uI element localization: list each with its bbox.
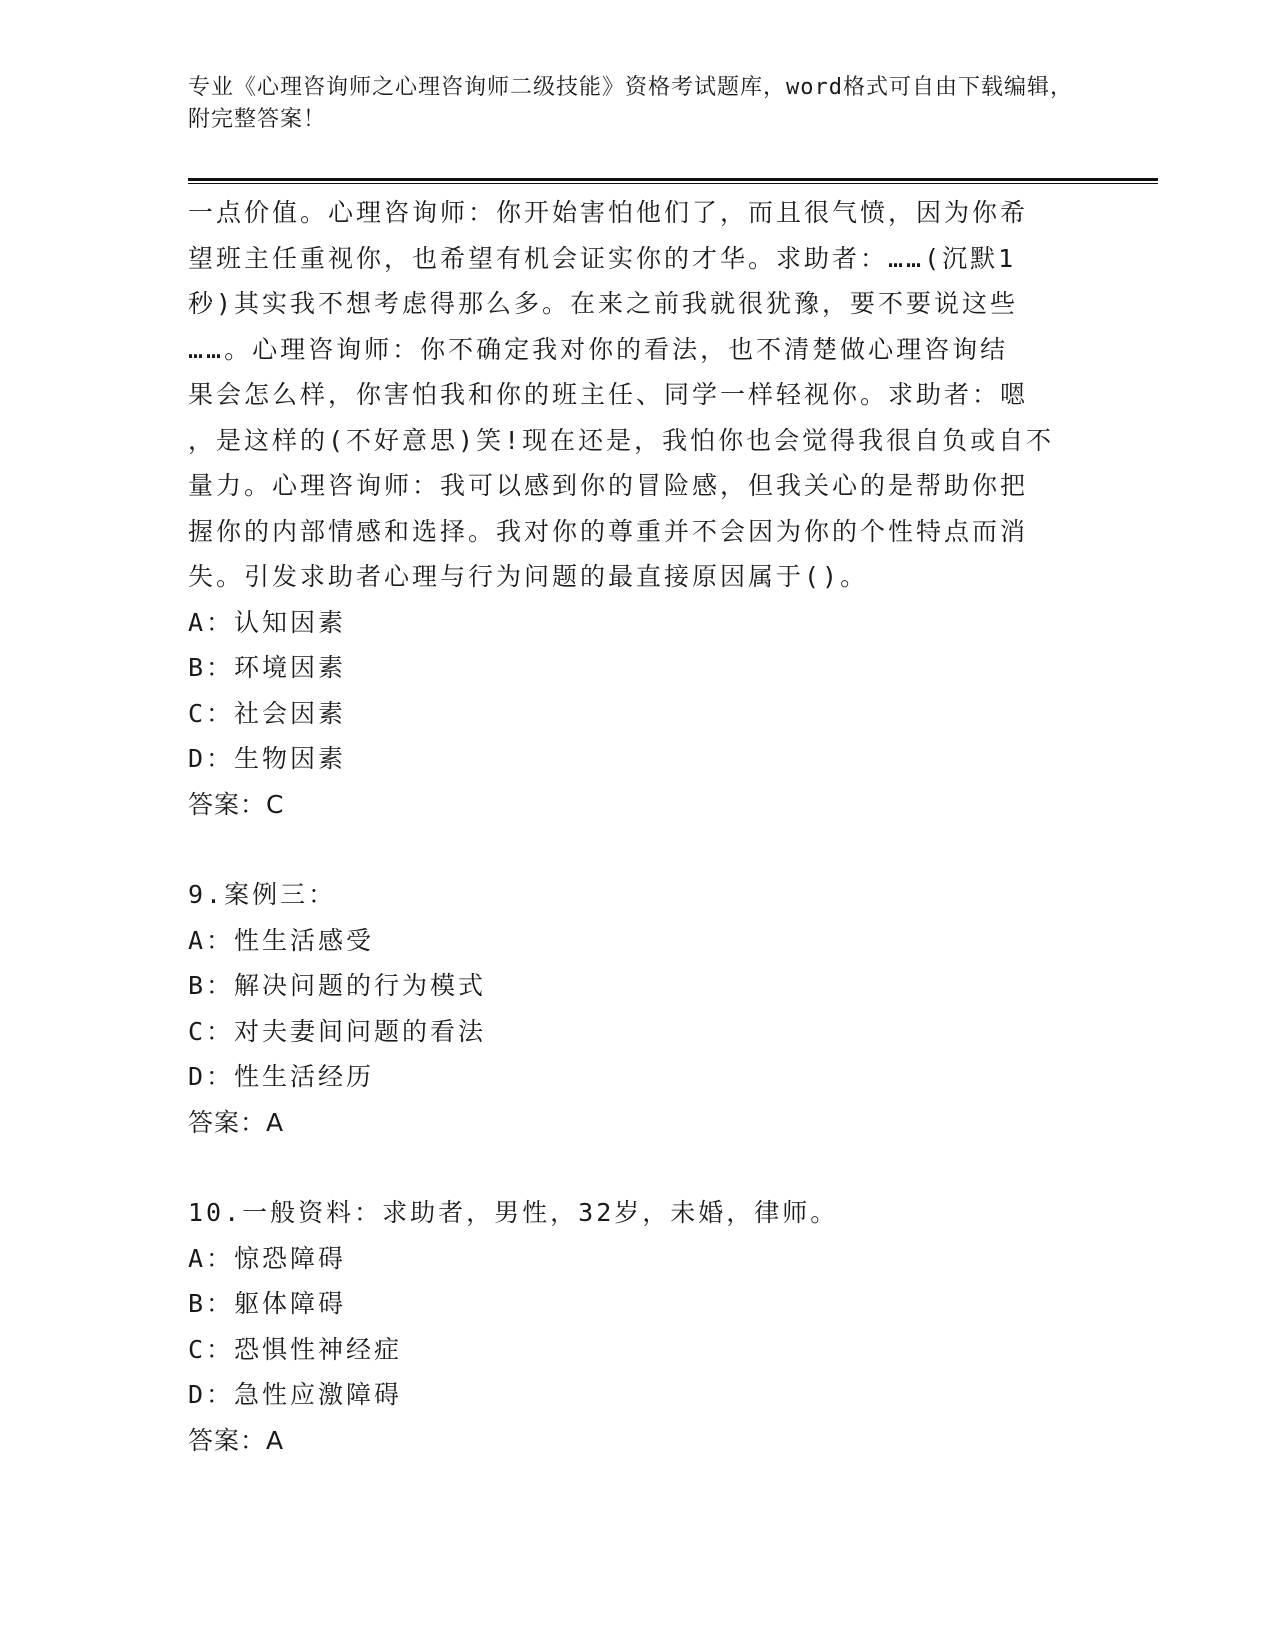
question-stem-line: 握你的内部情感和选择。我对你的尊重并不会因为你的个性特点而消 [188, 516, 1029, 546]
option-a: A：性生活感受 [188, 925, 375, 955]
question-stem-line: 果会怎么样，你害怕我和你的班主任、同学一样轻视你。求助者：嗯 [188, 380, 1029, 409]
header-text: 专业《心理咨询师之心理咨询师二级技能》资格考试题库，word格式可自由下载编辑，附完整答案！ [188, 75, 1073, 132]
option-b: B：躯体障碍 [188, 1289, 347, 1318]
question-spacer [188, 1145, 1088, 1190]
option-d: D：生物因素 [188, 744, 347, 773]
option-c: C：对夫妻间问题的看法 [188, 1016, 487, 1046]
header-divider-thick [188, 178, 1158, 181]
answer-line: 答案：A [188, 1425, 285, 1455]
option-b: B：环境因素 [188, 653, 347, 682]
option-c: C：社会因素 [188, 698, 347, 728]
question-spacer [188, 827, 1088, 872]
document-body [188, 190, 1088, 1463]
question-title: 9.案例三： [188, 880, 337, 909]
answer-line: 答案：C [188, 789, 285, 819]
question-stem-line: 一点价值。心理咨询师：你开始害怕他们了，而且很气愤，因为你希 [188, 198, 1029, 227]
option-c: C：恐惧性神经症 [188, 1334, 403, 1364]
question-block-8 [188, 190, 1088, 827]
option-b: B：解决问题的行为模式 [188, 971, 487, 1000]
question-stem-line: 量力。心理咨询师：我可以感到你的冒险感，但我关心的是帮助你把 [188, 471, 1029, 500]
question-block-10 [188, 1190, 1088, 1463]
question-block-9 [188, 872, 1088, 1145]
question-stem-line: 望班主任重视你，也希望有机会证实你的才华。求助者：……(沉默1 [188, 243, 1017, 273]
option-d: D：性生活经历 [188, 1062, 375, 1091]
question-stem-line: ，是这样的(不好意思)笑!现在还是，我怕你也会觉得我很自负或自不 [188, 425, 1055, 455]
question-stem-line: 失。引发求助者心理与行为问题的最直接原因属于()。 [188, 562, 869, 591]
option-d: D：急性应激障碍 [188, 1380, 403, 1409]
question-title: 10.一般资料：求助者，男性，32岁，未婚，律师。 [188, 1198, 839, 1227]
document-header [188, 72, 1088, 136]
question-stem-line: ……。心理咨询师：你不确定我对你的看法，也不清楚做心理咨询结 [188, 334, 1009, 364]
header-divider-thin [188, 183, 1158, 184]
option-a: A：认知因素 [188, 607, 347, 637]
option-a: A：惊恐障碍 [188, 1243, 347, 1273]
answer-line: 答案：A [188, 1107, 285, 1137]
question-stem-line: 秒)其实我不想考虑得那么多。在来之前我就很犹豫，要不要说这些 [188, 289, 1019, 318]
